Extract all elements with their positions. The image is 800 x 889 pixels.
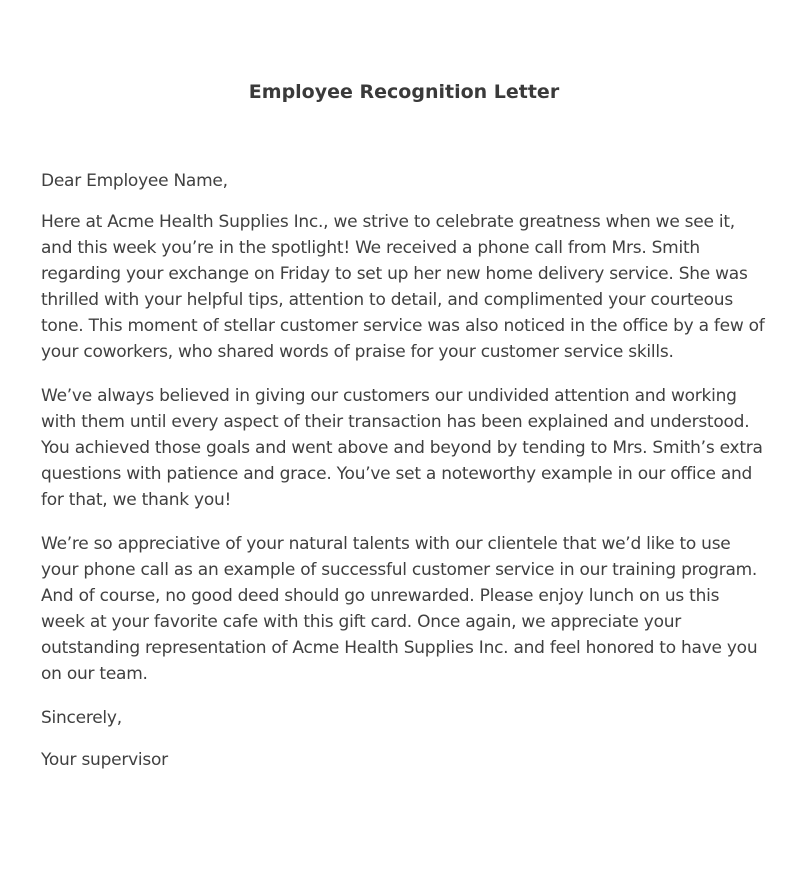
letter-body [41, 168, 767, 791]
letter-title: Employee Recognition Letter [248, 81, 560, 103]
letter-paragraph-2: We’ve always believed in giving our customers our undivided attention and working with them until every aspect of their transaction has been explained and understood. You achieved those goals and went above and beyond by tending to Mrs. Smith’s extra questions with patience and grace. You’ve set a noteworthy example in our office and for that, we thank you! [41, 386, 763, 510]
letter-paragraph-3: We’re so appreciative of your natural talents with our clientele that we’d like to use your phone call as an example of successful customer service in our training program. And of course, no good deed should go unrewarded. Please enjoy lunch on us this week at your favorite cafe with this gift card. Once again, we appreciate your outstanding representation of Acme Health Supplies Inc. and feel honored to have you on our team. [41, 534, 758, 684]
letter-closing: Sincerely, [41, 708, 122, 728]
letter-signature: Your supervisor [41, 750, 168, 770]
letter-greeting: Dear Employee Name, [41, 171, 228, 191]
letter-paragraph-1: Here at Acme Health Supplies Inc., we strive to celebrate greatness when we see it, and this week you’re in the spotlight! We received a phone call from Mrs. Smith regarding your exchange on Friday to set up her new home delivery service. She was thrilled with your helpful tips, attention to detail, and complimented your courteous tone. This moment of stellar customer service was also noticed in the office by a few of your coworkers, who shared words of praise for your customer service skills. [41, 212, 765, 362]
